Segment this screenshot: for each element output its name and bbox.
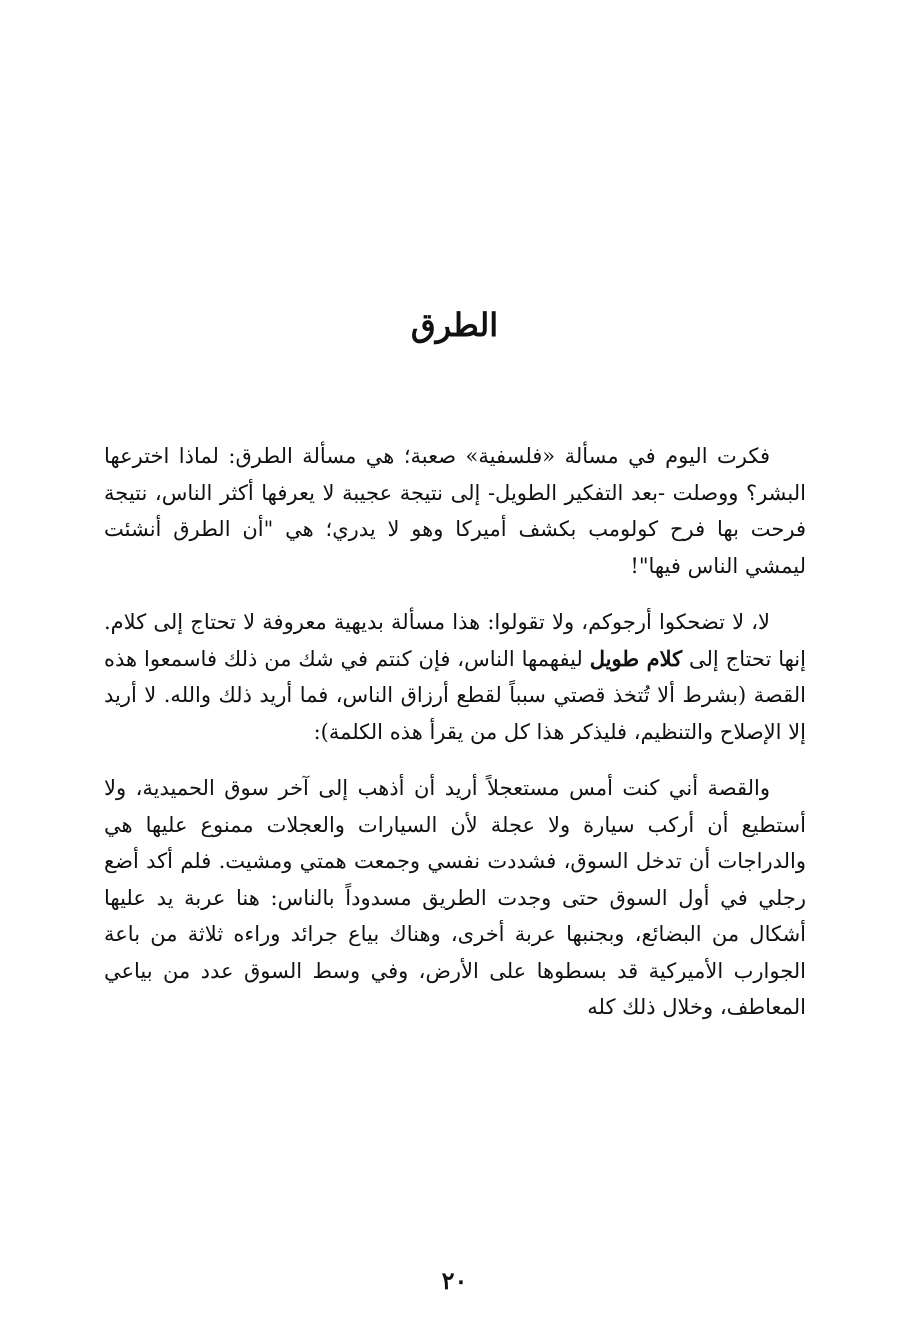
body-text — [104, 438, 806, 1046]
paragraph-text: ليفهمها الناس، فإن كنتم في شك من ذلك فاسمعوا هذه القصة (بشرط ألا تُتخذ قصتي سبباً لقطع أرزاق الناس، فما أريد ذلك والله. لا أريد إلا الإصلاح والتنظيم، فليذكر هذا كل من يقرأ هذه الكلمة): — [104, 646, 806, 744]
paragraph-text: والقصة أني كنت أمس مستعجلاً أريد أن أذهب إلى آخر سوق الحميدية، ولا أستطيع أن أركب سيارة ولا عجلة لأن السيارات والعجلات ممنوع عليها هي والدراجات أن تدخل السوق، فشددت نفسي وجمعت همتي ومشيت. فلم أكد أضع رجلي في أول السوق حتى وجدت الطريق مسدوداً بالناس: هنا عربة يد عليها أشكال من البضائع، وبجنبها عربة أخرى، وهناك بياع جرائد وراءه ثلاثة من باعة الجوارب الأميركية قد بسطوها على الأرض، وفي وسط السوق عدد من بياعي المعاطف، وخلال ذلك كله — [104, 776, 806, 1019]
paragraph-text: لا، لا تضحكوا أرجوكم، ولا تقولوا: هذا مسألة بديهية معروفة لا تحتاج إلى كلام. إنها تحتاج إلى — [104, 610, 806, 671]
bold-phrase: كلام طويل — [589, 645, 683, 671]
page-number: ٢٠ — [441, 1266, 468, 1295]
chapter-title: الطرق — [410, 306, 499, 344]
paragraph-text: فكرت اليوم في مسألة «فلسفية» صعبة؛ هي مسألة الطرق: لماذا اخترعها البشر؟ ووصلت -بعد التفكير الطويل- إلى نتيجة عجيبة لا يعرفها أكثر الناس، نتيجة فرحت بها فرح كولومب بكشف أميركا وهو لا يدري؛ هي "أن الطرق أنشئت ليمشي الناس فيها"! — [104, 444, 806, 578]
paragraph-1 — [104, 438, 806, 584]
paragraph-3 — [104, 770, 806, 1026]
paragraph-2 — [104, 604, 806, 750]
